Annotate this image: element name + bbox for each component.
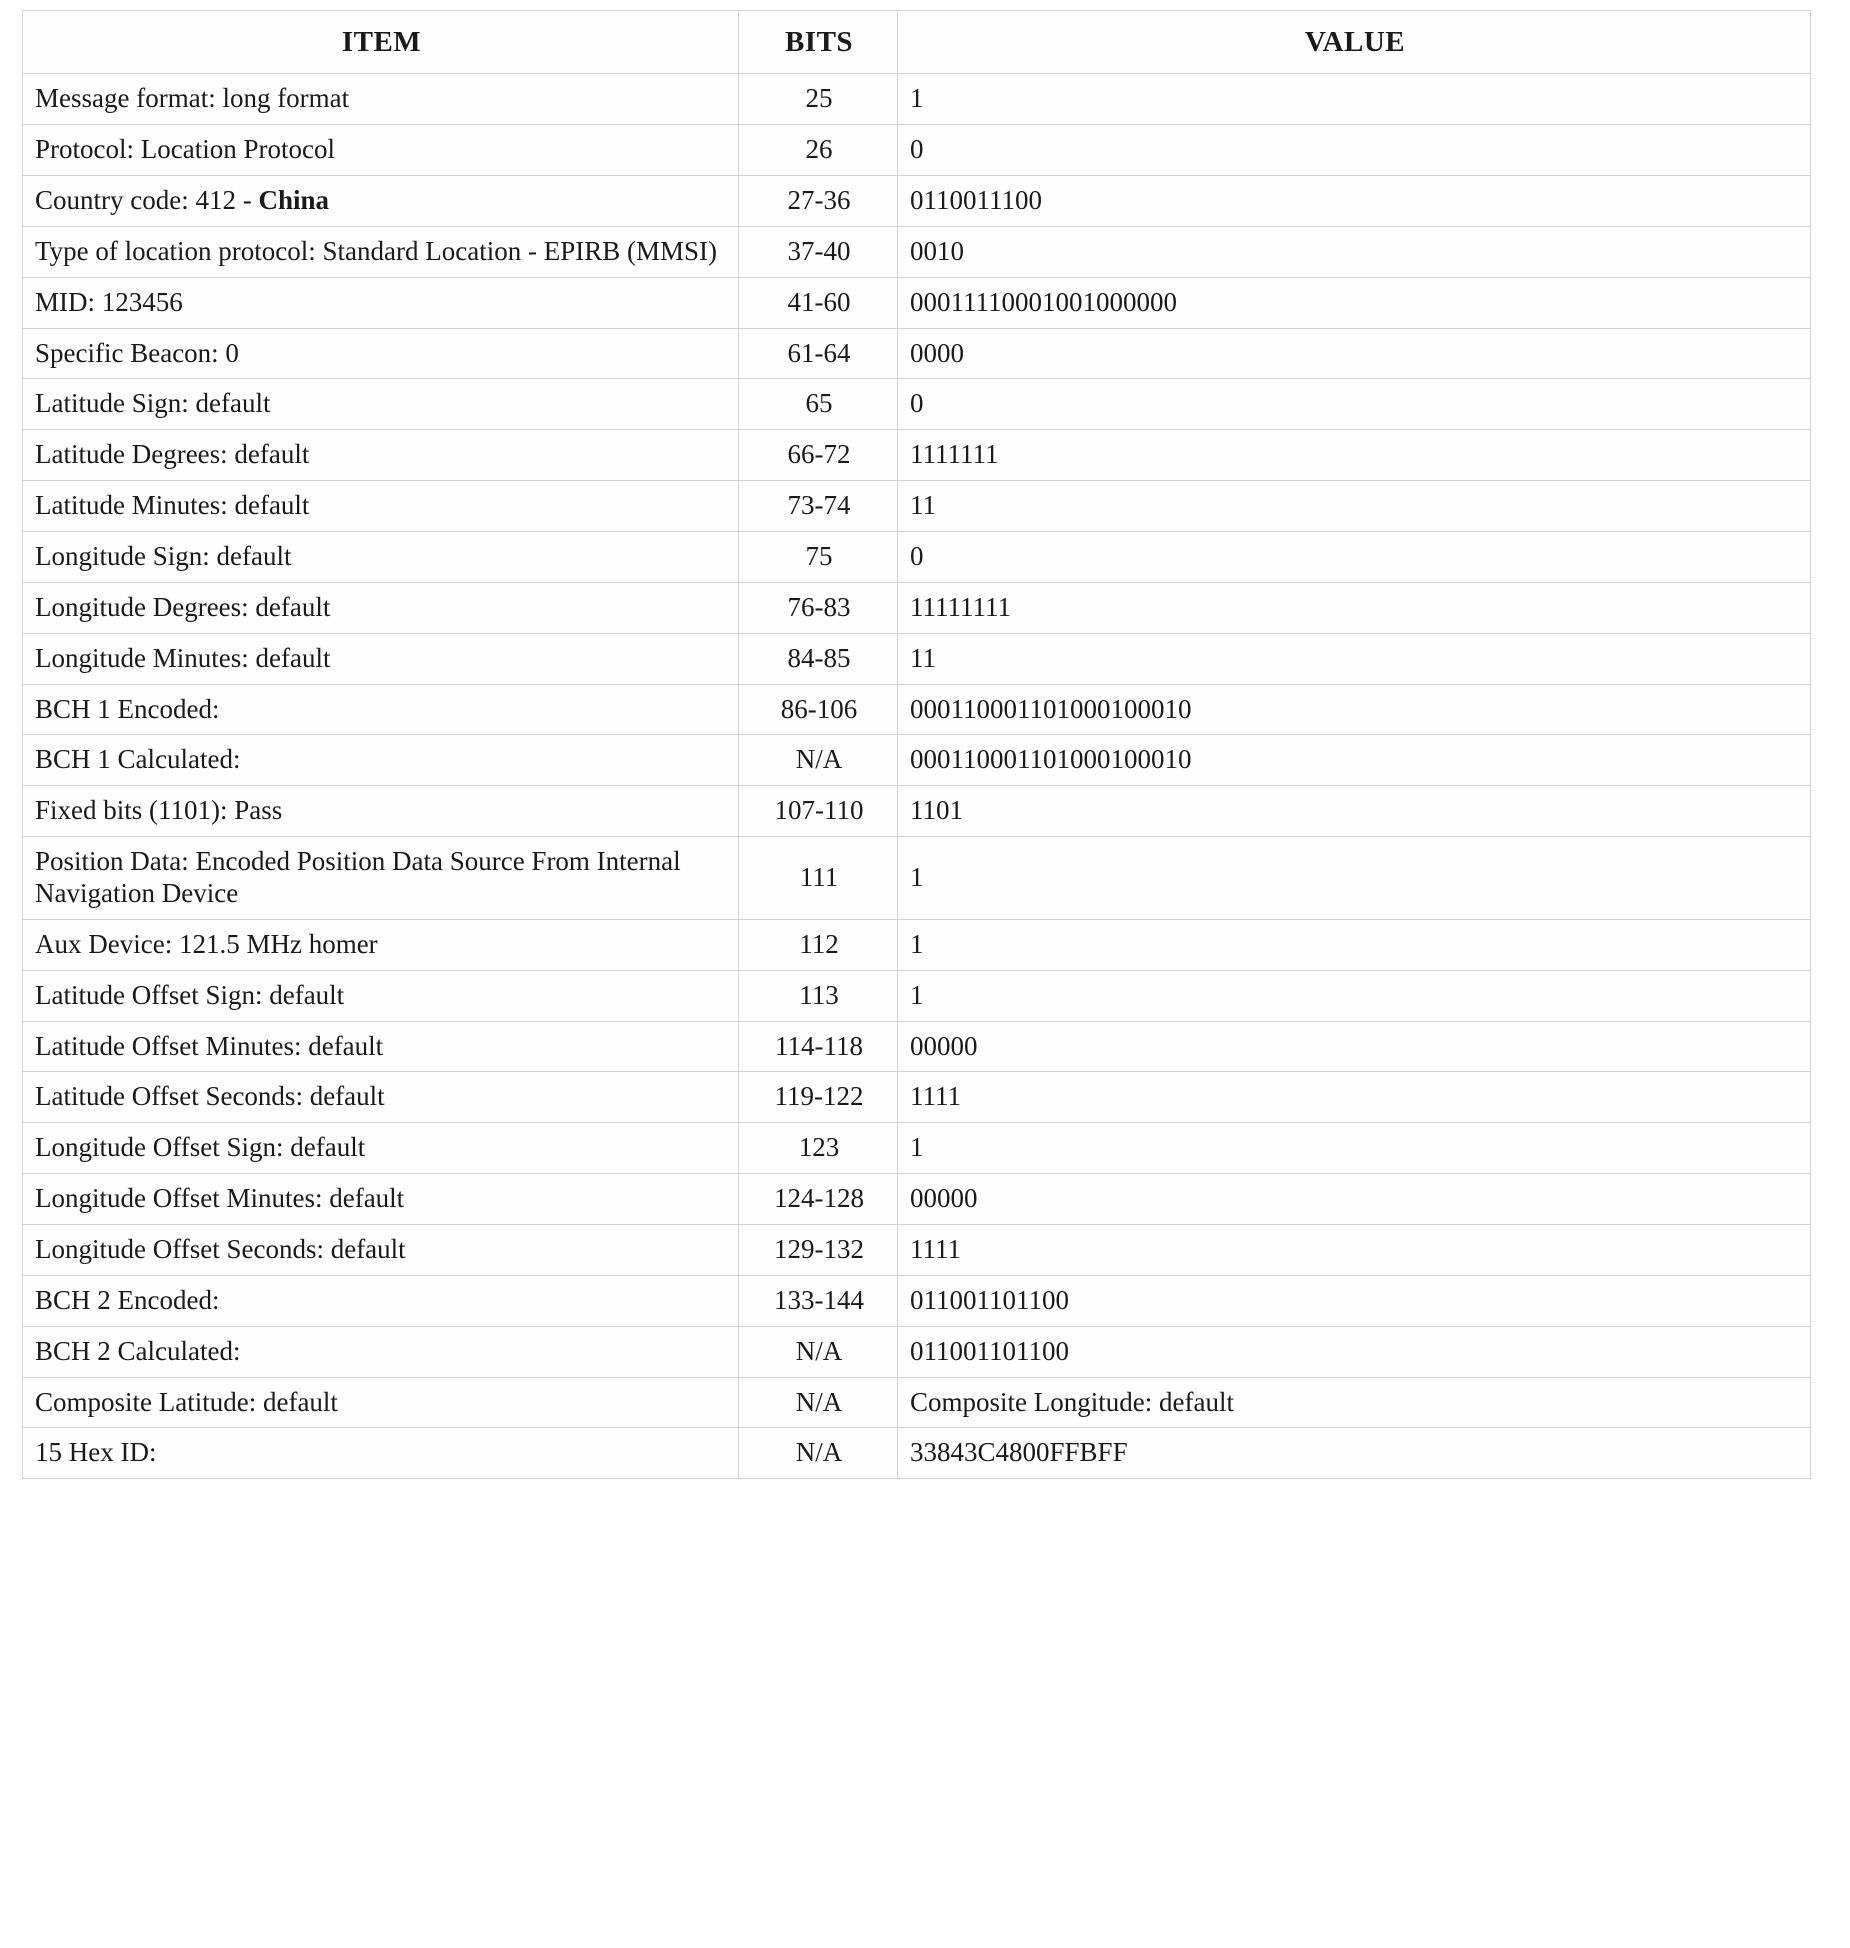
table-row bbox=[23, 226, 1811, 277]
cell-item: Protocol: Location Protocol bbox=[23, 125, 739, 176]
cell-item: Latitude Minutes: default bbox=[23, 481, 739, 532]
cell-value: 0010 bbox=[898, 226, 1811, 277]
cell-item: Longitude Offset Sign: default bbox=[23, 1123, 739, 1174]
cell-item: Longitude Degrees: default bbox=[23, 582, 739, 633]
cell-bits: 26 bbox=[739, 125, 898, 176]
cell-bits: 75 bbox=[739, 531, 898, 582]
cell-value: 1111111 bbox=[898, 430, 1811, 481]
table-row bbox=[23, 633, 1811, 684]
cell-value: 000110001101000100010 bbox=[898, 735, 1811, 786]
cell-value: 0000 bbox=[898, 328, 1811, 379]
cell-value: 00000 bbox=[898, 1174, 1811, 1225]
cell-item: Latitude Degrees: default bbox=[23, 430, 739, 481]
cell-item: Aux Device: 121.5 MHz homer bbox=[23, 919, 739, 970]
cell-bits: 119-122 bbox=[739, 1072, 898, 1123]
table-row bbox=[23, 430, 1811, 481]
cell-value: 1 bbox=[898, 1123, 1811, 1174]
cell-value: 000110001101000100010 bbox=[898, 684, 1811, 735]
cell-value: 1111 bbox=[898, 1072, 1811, 1123]
table-header bbox=[23, 11, 1811, 74]
cell-bits: 124-128 bbox=[739, 1174, 898, 1225]
cell-item: Longitude Minutes: default bbox=[23, 633, 739, 684]
cell-bits: 61-64 bbox=[739, 328, 898, 379]
column-header-bits: BITS bbox=[739, 11, 898, 74]
cell-value: 1 bbox=[898, 837, 1811, 920]
cell-bits: 113 bbox=[739, 970, 898, 1021]
column-header-item: ITEM bbox=[23, 11, 739, 74]
table-row bbox=[23, 837, 1811, 920]
cell-item: Message format: long format bbox=[23, 74, 739, 125]
cell-value: 11111111 bbox=[898, 582, 1811, 633]
cell-item: Type of location protocol: Standard Location - EPIRB (MMSI) bbox=[23, 226, 739, 277]
cell-value: 00011110001001000000 bbox=[898, 277, 1811, 328]
table-row bbox=[23, 970, 1811, 1021]
cell-item: BCH 1 Calculated: bbox=[23, 735, 739, 786]
cell-item: BCH 2 Calculated: bbox=[23, 1326, 739, 1377]
cell-item: Position Data: Encoded Position Data Source From Internal Navigation Device bbox=[23, 837, 739, 920]
cell-bits: 73-74 bbox=[739, 481, 898, 532]
cell-bits: 76-83 bbox=[739, 582, 898, 633]
cell-bits: 123 bbox=[739, 1123, 898, 1174]
cell-item: Country code: 412 - China bbox=[23, 175, 739, 226]
table-header-row bbox=[23, 11, 1811, 74]
cell-value: 1111 bbox=[898, 1224, 1811, 1275]
cell-item: Latitude Offset Minutes: default bbox=[23, 1021, 739, 1072]
cell-bits: 65 bbox=[739, 379, 898, 430]
table-row bbox=[23, 74, 1811, 125]
cell-item-emphasis: China bbox=[258, 184, 330, 215]
cell-bits: N/A bbox=[739, 1428, 898, 1479]
table-row bbox=[23, 277, 1811, 328]
table-row bbox=[23, 125, 1811, 176]
cell-value: 1101 bbox=[898, 786, 1811, 837]
cell-bits: 86-106 bbox=[739, 684, 898, 735]
table-row bbox=[23, 531, 1811, 582]
table-row bbox=[23, 582, 1811, 633]
cell-value: 1 bbox=[898, 74, 1811, 125]
cell-item: BCH 2 Encoded: bbox=[23, 1275, 739, 1326]
cell-bits: N/A bbox=[739, 1377, 898, 1428]
table-row bbox=[23, 1123, 1811, 1174]
cell-value: Composite Longitude: default bbox=[898, 1377, 1811, 1428]
cell-bits: 114-118 bbox=[739, 1021, 898, 1072]
cell-bits: N/A bbox=[739, 735, 898, 786]
cell-bits: 37-40 bbox=[739, 226, 898, 277]
cell-bits: 41-60 bbox=[739, 277, 898, 328]
cell-value: 0 bbox=[898, 125, 1811, 176]
cell-value: 00000 bbox=[898, 1021, 1811, 1072]
cell-bits: 133-144 bbox=[739, 1275, 898, 1326]
table-row bbox=[23, 1224, 1811, 1275]
table-row bbox=[23, 481, 1811, 532]
cell-item: BCH 1 Encoded: bbox=[23, 684, 739, 735]
cell-value: 0 bbox=[898, 531, 1811, 582]
table-row bbox=[23, 1174, 1811, 1225]
cell-bits: 27-36 bbox=[739, 175, 898, 226]
cell-item: Latitude Offset Seconds: default bbox=[23, 1072, 739, 1123]
cell-item: MID: 123456 bbox=[23, 277, 739, 328]
cell-value: 11 bbox=[898, 481, 1811, 532]
table-row bbox=[23, 919, 1811, 970]
cell-item: Latitude Sign: default bbox=[23, 379, 739, 430]
cell-item: Composite Latitude: default bbox=[23, 1377, 739, 1428]
cell-value: 0110011100 bbox=[898, 175, 1811, 226]
table-row bbox=[23, 175, 1811, 226]
beacon-decode-table bbox=[22, 10, 1811, 1479]
cell-bits: 111 bbox=[739, 837, 898, 920]
cell-value: 33843C4800FFBFF bbox=[898, 1428, 1811, 1479]
cell-value: 1 bbox=[898, 919, 1811, 970]
cell-value: 011001101100 bbox=[898, 1326, 1811, 1377]
cell-item: Latitude Offset Sign: default bbox=[23, 970, 739, 1021]
table-body bbox=[23, 74, 1811, 1479]
table-row bbox=[23, 379, 1811, 430]
table-row bbox=[23, 1275, 1811, 1326]
table-row bbox=[23, 328, 1811, 379]
cell-bits: 66-72 bbox=[739, 430, 898, 481]
table-row bbox=[23, 1377, 1811, 1428]
cell-item: Longitude Offset Minutes: default bbox=[23, 1174, 739, 1225]
table-row bbox=[23, 786, 1811, 837]
cell-value: 011001101100 bbox=[898, 1275, 1811, 1326]
cell-bits: N/A bbox=[739, 1326, 898, 1377]
column-header-value: VALUE bbox=[898, 11, 1811, 74]
cell-value: 11 bbox=[898, 633, 1811, 684]
table-row bbox=[23, 1326, 1811, 1377]
table-row bbox=[23, 1072, 1811, 1123]
cell-bits: 25 bbox=[739, 74, 898, 125]
table-row bbox=[23, 684, 1811, 735]
table-row bbox=[23, 1428, 1811, 1479]
cell-item: 15 Hex ID: bbox=[23, 1428, 739, 1479]
cell-bits: 84-85 bbox=[739, 633, 898, 684]
table-row bbox=[23, 1021, 1811, 1072]
cell-item: Longitude Offset Seconds: default bbox=[23, 1224, 739, 1275]
cell-value: 1 bbox=[898, 970, 1811, 1021]
cell-bits: 129-132 bbox=[739, 1224, 898, 1275]
cell-item: Longitude Sign: default bbox=[23, 531, 739, 582]
cell-item: Fixed bits (1101): Pass bbox=[23, 786, 739, 837]
cell-bits: 112 bbox=[739, 919, 898, 970]
table-row bbox=[23, 735, 1811, 786]
cell-value: 0 bbox=[898, 379, 1811, 430]
cell-bits: 107-110 bbox=[739, 786, 898, 837]
cell-item: Specific Beacon: 0 bbox=[23, 328, 739, 379]
decode-table-wrapper bbox=[22, 10, 1810, 1479]
